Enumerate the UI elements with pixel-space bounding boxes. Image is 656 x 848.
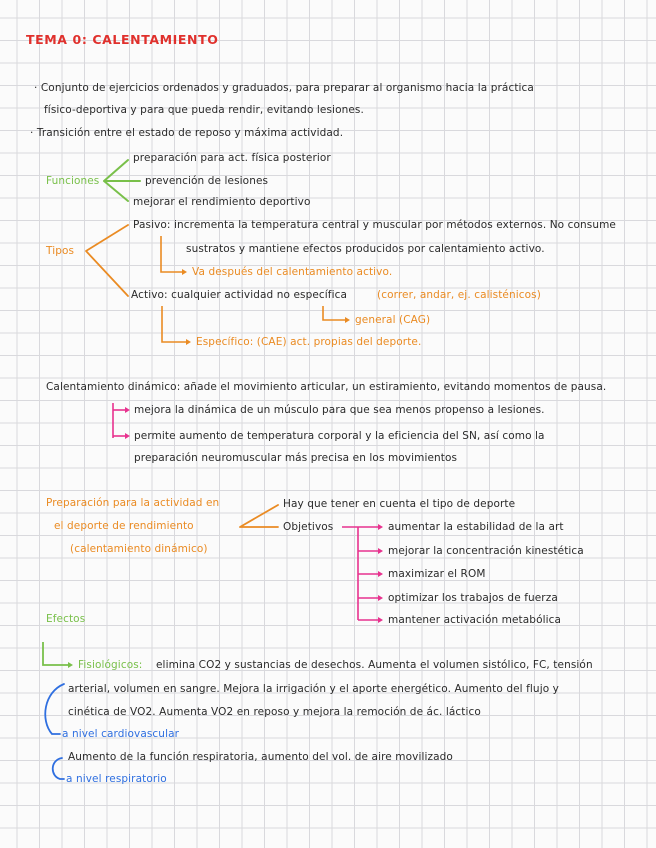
page-title: TEMA 0: CALENTAMIENTO <box>26 32 219 47</box>
dinamico-line: Calentamiento dinámico: añade el movimiento articular, un estiramiento, evitando momentos de pausa. <box>46 381 607 393</box>
objetivo-item: aumentar la estabilidad de la art <box>388 521 564 533</box>
respiratorio-line: Aumento de la función respiratoria, aumento del vol. de aire movilizado <box>68 751 453 763</box>
intro-bullet-1-line-2: físico-deportiva y para que pueda rendir, evitando lesiones. <box>44 104 364 116</box>
nivel-cardiovascular: a nivel cardiovascular <box>62 728 180 740</box>
activo-general: general (CAG) <box>355 314 431 326</box>
preparacion-branch-1: Hay que tener en cuenta el tipo de deporte <box>283 498 516 510</box>
objetivo-item: mantener activación metabólica <box>388 614 562 626</box>
fisiologicos-line-2: arterial, volumen en sangre. Mejora la irrigación y el aporte energético. Aumento del flujo y <box>68 683 559 695</box>
activo-especifico: Específico: (CAE) act. propias del deporte. <box>196 336 422 348</box>
objetivo-item: mejorar la concentración kinestética <box>388 545 584 557</box>
preparacion-branch-2: Objetivos <box>283 521 334 533</box>
pasivo-line-2: sustratos y mantiene efectos producidos por calentamiento activo. <box>186 243 545 255</box>
funciones-label: Funciones <box>46 175 100 187</box>
tipos-label: Tipos <box>46 245 75 257</box>
dinamico-point-2-line-2: preparación neuromuscular más precisa en los movimientos <box>134 452 458 464</box>
intro-bullet-1-line-1: · Conjunto de ejercicios ordenados y graduados, para preparar al organismo hacia la práctica <box>34 82 534 94</box>
intro-bullet-2: · Transición entre el estado de reposo y máxima actividad. <box>30 127 344 139</box>
efectos-label: Efectos <box>46 613 86 625</box>
fisiologicos-line-3: cinética de VO2. Aumenta VO2 en reposo y mejora la remoción de ác. láctico <box>68 706 481 718</box>
preparacion-label-line-1: Preparación para la actividad en <box>46 497 220 509</box>
objetivo-item: maximizar el ROM <box>388 568 486 580</box>
pasivo-line-1: Pasivo: incrementa la temperatura central y muscular por métodos externos. No consume <box>133 219 616 231</box>
preparacion-label-line-2: el deporte de rendimiento <box>54 520 194 532</box>
dinamico-point-2-line-1: permite aumento de temperatura corporal y la eficiencia del SN, así como la <box>134 430 545 442</box>
dinamico-point-1: mejora la dinámica de un músculo para que sea menos propenso a lesiones. <box>134 404 545 416</box>
objetivo-item: optimizar los trabajos de fuerza <box>388 592 558 604</box>
activo-examples: (correr, andar, ej. calisténicos) <box>377 289 541 301</box>
nivel-respiratorio: a nivel respiratorio <box>66 773 167 785</box>
fisiologicos-line-1: elimina CO2 y sustancias de desechos. Aumenta el volumen sistólico, FC, tensión <box>156 659 593 671</box>
funciones-item: preparación para act. física posterior <box>133 152 331 164</box>
activo-line: Activo: cualquier actividad no específica <box>131 289 348 301</box>
funciones-item: prevención de lesiones <box>145 175 269 187</box>
pasivo-note: Va después del calentamiento activo. <box>192 266 393 278</box>
funciones-item: mejorar el rendimiento deportivo <box>133 196 311 208</box>
preparacion-label-line-3: (calentamiento dinámico) <box>70 543 208 555</box>
fisiologicos-label: Fisiológicos: <box>78 659 143 671</box>
